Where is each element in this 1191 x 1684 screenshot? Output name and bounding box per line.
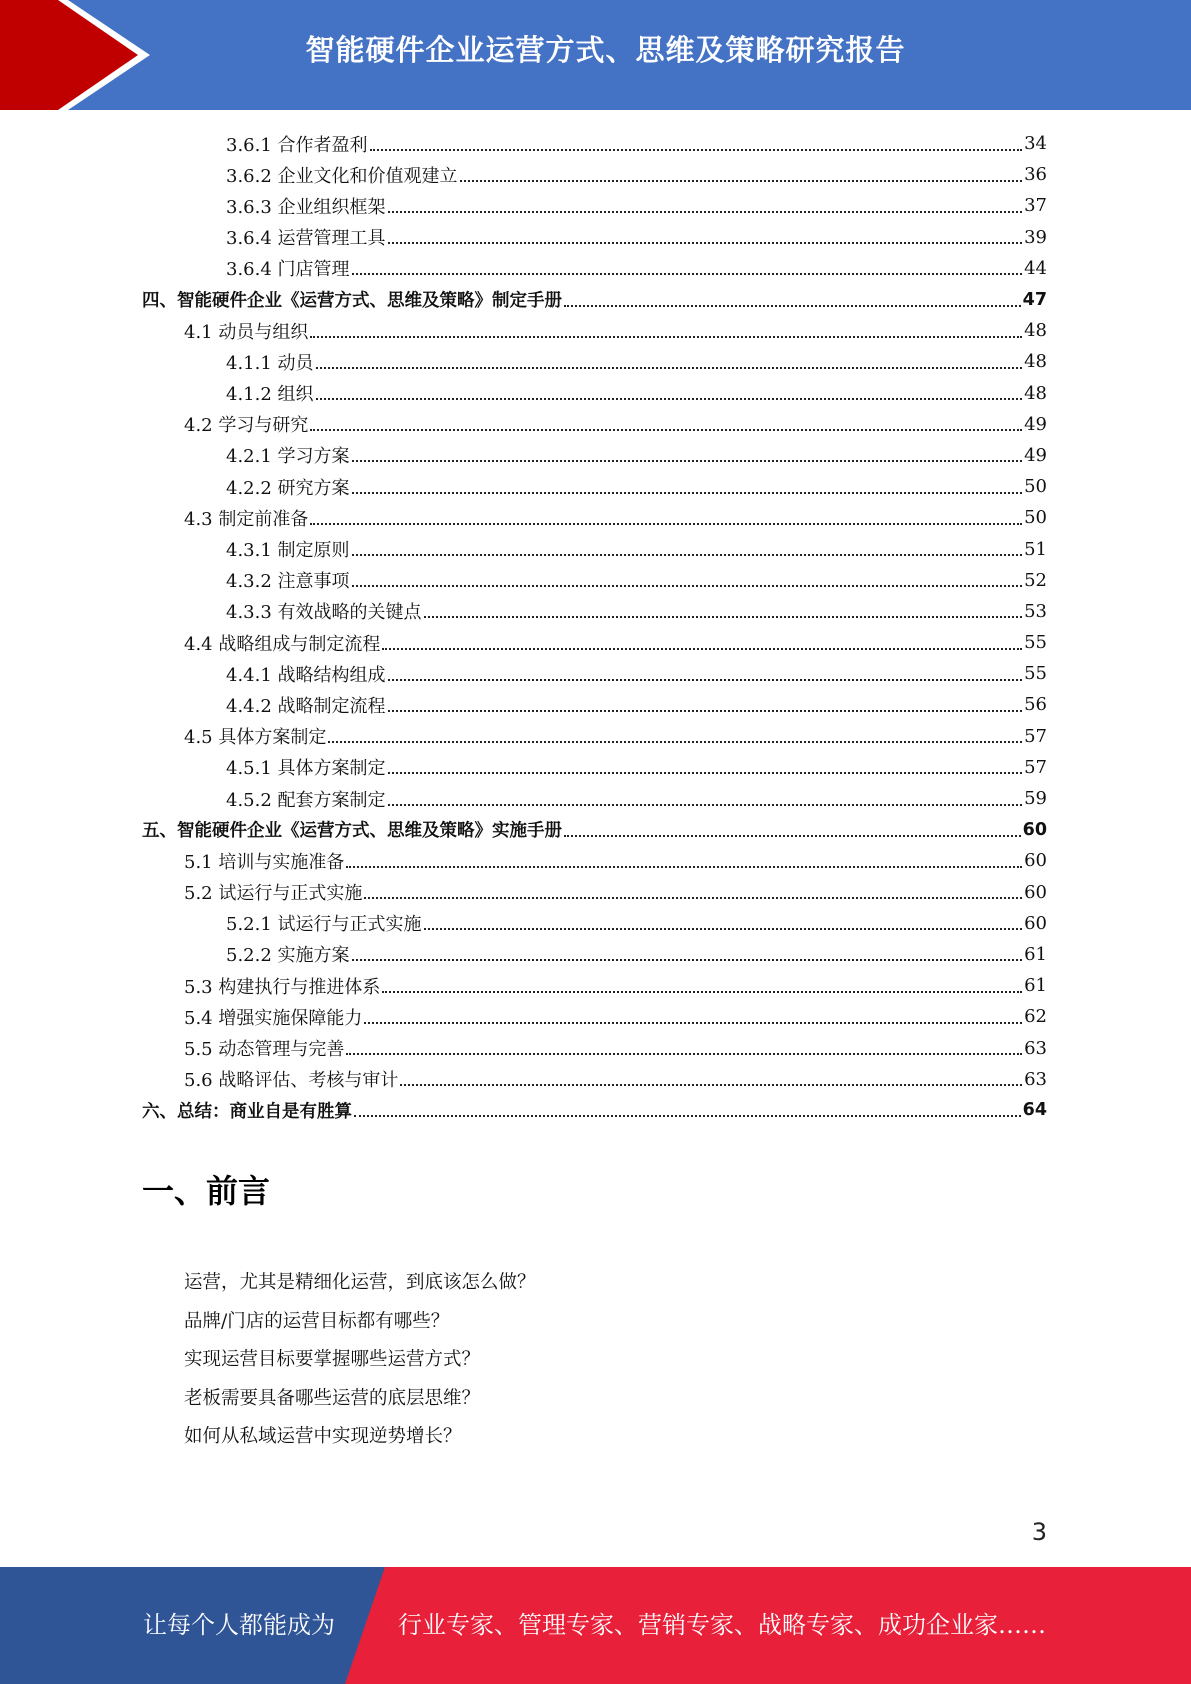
toc-entry-label: 4.4.2 战略制定流程 <box>226 695 386 717</box>
toc-entry[interactable] <box>142 190 1047 221</box>
toc-entry[interactable] <box>142 471 1047 502</box>
toc-entry[interactable] <box>142 315 1047 346</box>
toc-entry-page: 63 <box>1024 1037 1047 1059</box>
toc-entry[interactable] <box>142 970 1047 1001</box>
section-heading: 一、前言 <box>142 1172 271 1210</box>
toc-entry-label: 5.3 构建执行与推进体系 <box>184 976 381 998</box>
toc-entry[interactable] <box>142 721 1047 752</box>
intro-question: 如何从私域运营中实现逆势增长？ <box>184 1426 462 1447</box>
toc-entry-page: 57 <box>1024 725 1047 747</box>
toc-leader-dots <box>352 492 1023 494</box>
toc-entry[interactable] <box>142 440 1047 471</box>
toc-leader-dots <box>352 554 1023 556</box>
toc-entry-page: 47 <box>1022 289 1047 310</box>
page-number: 3 <box>1031 1518 1047 1546</box>
toc-entry[interactable] <box>142 284 1047 315</box>
toc-leader-dots <box>382 991 1022 993</box>
toc-entry[interactable] <box>142 346 1047 377</box>
page-footer <box>0 1567 1191 1684</box>
intro-question: 老板需要具备哪些运营的底层思维？ <box>184 1387 481 1409</box>
toc-leader-dots <box>460 180 1023 182</box>
toc-entry-label: 3.6.4 门店管理 <box>226 259 350 281</box>
toc-entry[interactable] <box>142 1001 1047 1032</box>
toc-entry-label: 4.4.1 战略结构组成 <box>226 664 386 686</box>
page-header <box>0 0 1191 110</box>
toc-leader-dots <box>388 804 1023 806</box>
intro-question: 品牌/门店的运营目标都有哪些？ <box>184 1310 450 1332</box>
toc-entry-page: 56 <box>1024 694 1047 716</box>
toc-entry-page: 61 <box>1024 943 1047 965</box>
toc-entry-label: 4.5 具体方案制定 <box>184 727 327 749</box>
intro-question: 运营，尤其是精细化运营，到底该怎么做？ <box>184 1272 536 1293</box>
toc-entry-page: 36 <box>1024 164 1047 186</box>
toc-entry[interactable] <box>142 627 1047 658</box>
toc-leader-dots <box>310 336 1022 338</box>
toc-entry[interactable] <box>142 1095 1047 1126</box>
toc-entry-page: 34 <box>1024 133 1047 155</box>
toc-entry[interactable] <box>142 159 1047 190</box>
toc-entry[interactable] <box>142 533 1047 564</box>
toc-entry[interactable] <box>142 1064 1047 1095</box>
toc-entry-label: 四、智能硬件企业《运营方式、思维及策略》制定手册 <box>142 291 562 312</box>
toc-entry-page: 62 <box>1024 1006 1047 1028</box>
toc-entry[interactable] <box>142 596 1047 627</box>
toc-leader-dots <box>564 835 1021 837</box>
toc-entry-label: 5.4 增强实施保障能力 <box>184 1007 363 1029</box>
toc-entry-label: 5.2.1 试运行与正式实施 <box>226 914 422 936</box>
toc-entry[interactable] <box>142 658 1047 689</box>
toc-entry-label: 4.4 战略组成与制定流程 <box>184 633 381 655</box>
toc-entry-page: 60 <box>1024 912 1047 934</box>
toc-entry[interactable] <box>142 222 1047 253</box>
toc-entry-label: 五、智能硬件企业《运营方式、思维及策略》实施手册 <box>142 821 562 842</box>
toc-leader-dots <box>424 616 1023 618</box>
toc-entry-page: 49 <box>1024 413 1047 435</box>
toc-leader-dots <box>328 741 1022 743</box>
toc-leader-dots <box>382 648 1022 650</box>
toc-leader-dots <box>352 460 1023 462</box>
toc-entry[interactable] <box>142 783 1047 814</box>
toc-leader-dots <box>346 1053 1022 1055</box>
footer-slogan-right: 行业专家、管理专家、营销专家、战略专家、成功企业家…… <box>398 1611 1046 1639</box>
toc-entry-page: 55 <box>1024 663 1047 685</box>
toc-entry-page: 50 <box>1024 507 1047 529</box>
toc-entry-label: 4.3.2 注意事项 <box>226 571 350 593</box>
toc-leader-dots <box>364 1022 1022 1024</box>
toc-entry-page: 55 <box>1024 632 1047 654</box>
toc-entry[interactable] <box>142 253 1047 284</box>
toc-entry[interactable] <box>142 877 1047 908</box>
toc-entry-page: 59 <box>1024 788 1047 810</box>
intro-questions <box>184 1264 536 1457</box>
toc-entry-label: 4.2.1 学习方案 <box>226 446 350 468</box>
toc-entry-label: 4.2 学习与研究 <box>184 415 309 437</box>
toc-leader-dots <box>388 710 1023 712</box>
toc-entry[interactable] <box>142 565 1047 596</box>
toc-entry-label: 4.3 制定前准备 <box>184 508 309 530</box>
toc-entry-label: 5.5 动态管理与完善 <box>184 1039 345 1061</box>
toc-leader-dots <box>352 959 1023 961</box>
toc-entry[interactable] <box>142 502 1047 533</box>
toc-entry-label: 5.2.2 实施方案 <box>226 945 350 967</box>
toc-leader-dots <box>316 398 1023 400</box>
toc-entry[interactable] <box>142 814 1047 845</box>
toc-entry-label: 4.3.1 制定原则 <box>226 540 350 562</box>
toc-leader-dots <box>388 211 1023 213</box>
toc-leader-dots <box>346 866 1022 868</box>
toc-entry-label: 六、总结：商业自是有胜算 <box>142 1101 352 1122</box>
toc-entry[interactable] <box>142 378 1047 409</box>
toc-leader-dots <box>388 772 1023 774</box>
toc-entry-label: 3.6.1 合作者盈利 <box>226 134 368 156</box>
toc-entry-page: 63 <box>1024 1068 1047 1090</box>
toc-leader-dots <box>352 585 1023 587</box>
toc-entry[interactable] <box>142 1032 1047 1063</box>
toc-entry-label: 4.3.3 有效战略的关键点 <box>226 602 422 624</box>
toc-entry[interactable] <box>142 908 1047 939</box>
toc-leader-dots <box>352 273 1023 275</box>
toc-entry[interactable] <box>142 128 1047 159</box>
intro-question: 实现运营目标要掌握哪些运营方式？ <box>184 1349 481 1370</box>
table-of-contents <box>142 128 1047 1126</box>
toc-entry-page: 57 <box>1024 756 1047 778</box>
toc-leader-dots <box>316 367 1023 369</box>
toc-entry-label: 4.2.2 研究方案 <box>226 477 350 499</box>
toc-leader-dots <box>364 897 1022 899</box>
toc-entry-page: 50 <box>1024 476 1047 498</box>
toc-leader-dots <box>310 523 1022 525</box>
toc-entry-label: 4.1.1 动员 <box>226 352 314 374</box>
toc-entry-page: 64 <box>1022 1100 1047 1121</box>
toc-entry-page: 44 <box>1024 257 1047 279</box>
toc-entry-label: 4.1.2 组织 <box>226 384 314 406</box>
toc-entry-page: 48 <box>1024 351 1047 373</box>
toc-entry[interactable] <box>142 409 1047 440</box>
toc-entry[interactable] <box>142 689 1047 720</box>
footer-slogan-left: 让每个人都能成为 <box>143 1611 335 1639</box>
toc-entry-page: 39 <box>1024 226 1047 248</box>
toc-entry-label: 4.1 动员与组织 <box>184 321 309 343</box>
toc-entry[interactable] <box>142 845 1047 876</box>
toc-entry-label: 4.5.2 配套方案制定 <box>226 789 386 811</box>
toc-entry-page: 37 <box>1024 195 1047 217</box>
toc-entry-label: 5.6 战略评估、考核与审计 <box>184 1070 399 1092</box>
toc-entry-page: 53 <box>1024 600 1047 622</box>
toc-entry-page: 52 <box>1024 569 1047 591</box>
toc-entry-page: 60 <box>1024 881 1047 903</box>
toc-entry-page: 61 <box>1024 975 1047 997</box>
toc-entry-page: 49 <box>1024 444 1047 466</box>
toc-leader-dots <box>424 928 1023 930</box>
toc-entry-label: 4.5.1 具体方案制定 <box>226 758 386 780</box>
toc-entry-label: 5.2 试运行与正式实施 <box>184 883 363 905</box>
toc-entry-page: 48 <box>1024 320 1047 342</box>
toc-leader-dots <box>564 305 1021 307</box>
toc-entry-label: 3.6.4 运营管理工具 <box>226 228 386 250</box>
toc-entry-label: 3.6.3 企业组织框架 <box>226 196 386 218</box>
toc-leader-dots <box>388 242 1023 244</box>
toc-leader-dots <box>354 1115 1021 1117</box>
toc-entry-page: 48 <box>1024 382 1047 404</box>
toc-entry-label: 5.1 培训与实施准备 <box>184 851 345 873</box>
toc-leader-dots <box>400 1084 1022 1086</box>
toc-leader-dots <box>370 149 1023 151</box>
toc-entry-page: 60 <box>1022 819 1047 840</box>
toc-entry-page: 60 <box>1024 850 1047 872</box>
toc-leader-dots <box>310 429 1022 431</box>
toc-entry-page: 51 <box>1024 538 1047 560</box>
toc-entry[interactable] <box>142 752 1047 783</box>
toc-leader-dots <box>388 679 1023 681</box>
report-title: 智能硬件企业运营方式、思维及策略研究报告 <box>305 33 906 67</box>
toc-entry-label: 3.6.2 企业文化和价值观建立 <box>226 165 458 187</box>
toc-entry[interactable] <box>142 939 1047 970</box>
